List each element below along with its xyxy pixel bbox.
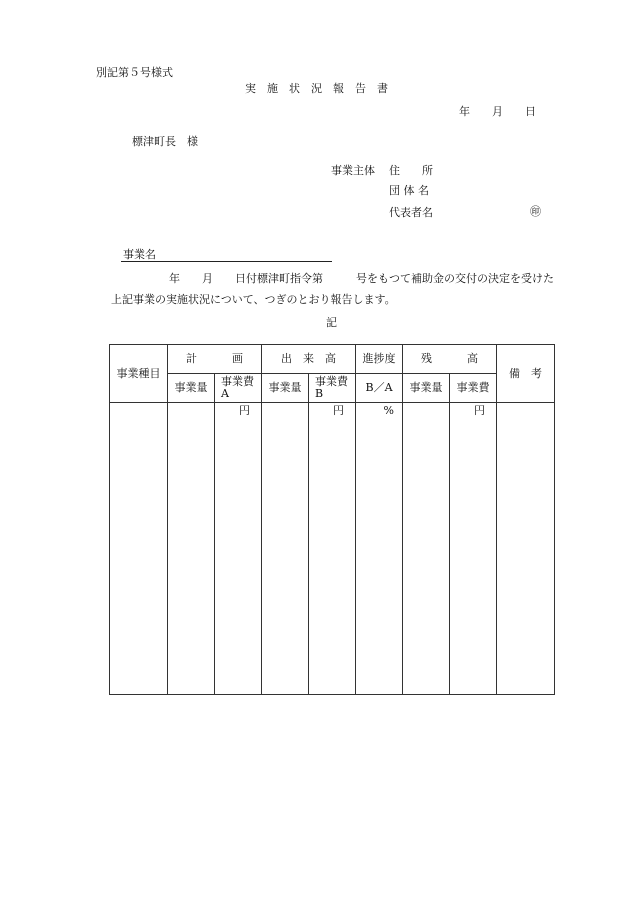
- cell-project-type: [110, 403, 168, 695]
- table-row: [110, 403, 555, 695]
- remaining-cost-header: 事業費: [450, 374, 497, 403]
- body-line-1: 年 月 日付標津町指令第 号をもつて補助金の交付の決定を受けた: [169, 272, 554, 285]
- report-table: [109, 344, 555, 695]
- col-header-plan: [168, 345, 262, 374]
- applicant-org-label: 団 体 名: [389, 184, 429, 197]
- addressee: 標津町長 様: [132, 135, 198, 148]
- cell-remarks: [497, 403, 555, 695]
- form-number: 別記第５号様式: [96, 66, 173, 79]
- actual-cost-label: 事業費: [315, 375, 348, 389]
- ki-label: 記: [326, 316, 337, 329]
- cell-actual-cost: [309, 403, 356, 695]
- project-name-underline: [121, 261, 332, 262]
- yen-unit: 円: [333, 404, 344, 418]
- applicant-address-label: 住 所: [389, 164, 433, 177]
- project-name-label: 事業名: [123, 248, 156, 261]
- actual-cost-header: [309, 374, 356, 403]
- remaining-qty-header: 事業量: [403, 374, 450, 403]
- plan-cost-label: 事業費: [221, 375, 254, 389]
- cell-remaining-qty: [403, 403, 450, 695]
- plan-qty-header: 事業量: [168, 374, 215, 403]
- plan-cost-header: [215, 374, 262, 403]
- col-header-actual: 出 来 高: [262, 345, 356, 374]
- progress-formula-header: B／A: [356, 374, 403, 403]
- cell-plan-qty: [168, 403, 215, 695]
- yen-unit: 円: [474, 404, 485, 418]
- col-header-remarks: [497, 345, 555, 403]
- cell-actual-qty: [262, 403, 309, 695]
- yen-unit: 円: [239, 404, 250, 418]
- plan-label-b: 画: [232, 352, 243, 366]
- remarks-label-a: 備: [509, 366, 520, 380]
- actual-qty-header: 事業量: [262, 374, 309, 403]
- plan-cost-suffix: A: [221, 387, 229, 401]
- document-title: 実 施 状 況 報 告 書: [245, 82, 388, 95]
- col-header-remaining: [403, 345, 497, 374]
- cell-progress: [356, 403, 403, 695]
- applicant-entity-label: 事業主体: [331, 164, 375, 177]
- date-line: 年 月 日: [459, 105, 536, 118]
- actual-cost-suffix: B: [315, 387, 324, 401]
- cell-remaining-cost: [450, 403, 497, 695]
- col-header-project-type: 事業種目: [110, 345, 168, 403]
- applicant-rep-label: 代表者名: [389, 206, 433, 219]
- percent-unit: %: [383, 404, 394, 418]
- seal-mark: ㊞: [530, 205, 541, 218]
- remarks-label-b: 考: [531, 366, 542, 380]
- cell-plan-cost: [215, 403, 262, 695]
- remaining-label-a: 残: [421, 352, 432, 366]
- remaining-label-b: 高: [467, 352, 478, 366]
- col-header-progress: 進捗度: [356, 345, 403, 374]
- body-line-2: 上記事業の実施状況について、つぎのとおり報告します。: [111, 293, 396, 306]
- plan-label-a: 計: [186, 352, 197, 366]
